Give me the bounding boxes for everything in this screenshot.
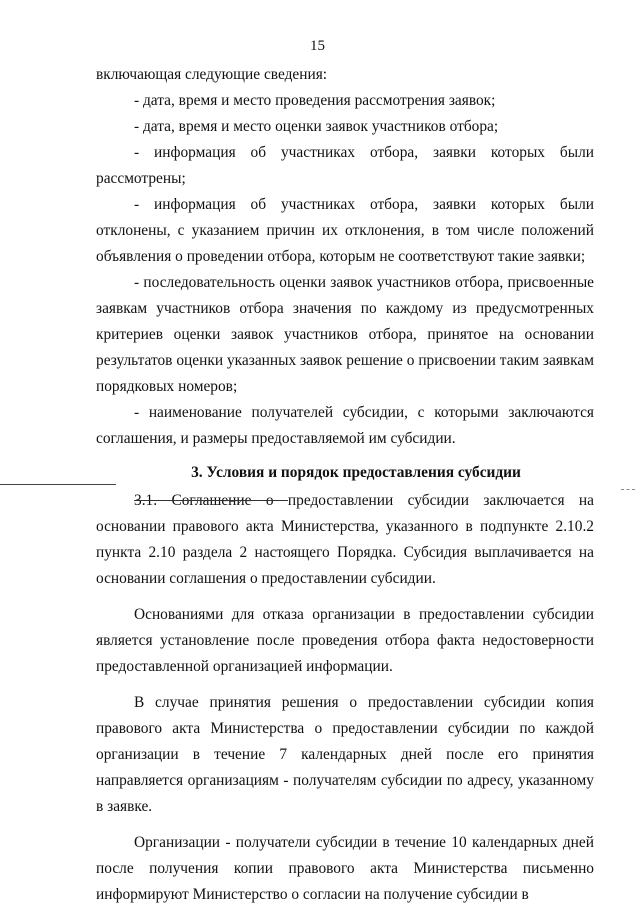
paragraph-text: предоставлении субсидии заключается на основании правового акта Министерства, указанного в подпункте 2.10.2 пункта 2.10 раздела 2 настоящего Порядка. Субсидия выплачивается на основании соглашения о предоставлении субсидии.: [96, 492, 594, 587]
list-item: - информация об участниках отбора, заявки которых были рассмотрены;: [96, 144, 594, 187]
list-item: - дата, время и место оценки заявок участников отбора;: [134, 118, 499, 135]
list-item: - наименование получателей субсидии, с которыми заключаются соглашения, и размеры предоставляемой им субсидии.: [96, 404, 594, 447]
struck-text: 3.1. Соглашение о: [134, 492, 288, 509]
section-heading: 3. Условия и порядок предоставления субсидии: [191, 464, 521, 481]
paragraph: включающая следующие сведения:: [96, 66, 328, 83]
list-item: - последовательность оценки заявок участников отбора, присвоенные заявкам участников отбора значения по каждому из предусмотренных критериев оценки заявок участников отбора, принятое на основании результатов оценки указанных заявок решение о присвоении таким заявкам порядковых номеров;: [96, 274, 594, 395]
section-paragraph: [96, 488, 594, 592]
section-paragraph: В случае принятия решения о предоставлении субсидии копия правового акта Министерства о предоставлении субсидии по каждой организации в течение 7 календарных дней после его принятия направляется организациям - получателям субсидии по адресу, указанному в заявке.: [96, 694, 594, 815]
body-text: [96, 62, 594, 908]
list-item: - информация об участниках отбора, заявки которых были отклонены, с указанием причин их отклонения, в том числе положений объявления о проведении отбора, которым не соответствуют такие заявки;: [96, 196, 594, 265]
list-item: - дата, время и место проведения рассмотрения заявок;: [134, 92, 496, 109]
page-number: 15: [310, 38, 325, 54]
section-paragraph: Организации - получатели субсидии в течение 10 календарных дней после получения копии правового акта Министерства письменно информируют Министерство о согласии на получение субсидии в: [96, 834, 594, 903]
section-paragraph: Основаниями для отказа организации в предоставлении субсидии является установление после проведения отбора факта недостоверности предоставленной организацией информации.: [96, 606, 594, 675]
scan-edge-mark: [621, 489, 635, 490]
